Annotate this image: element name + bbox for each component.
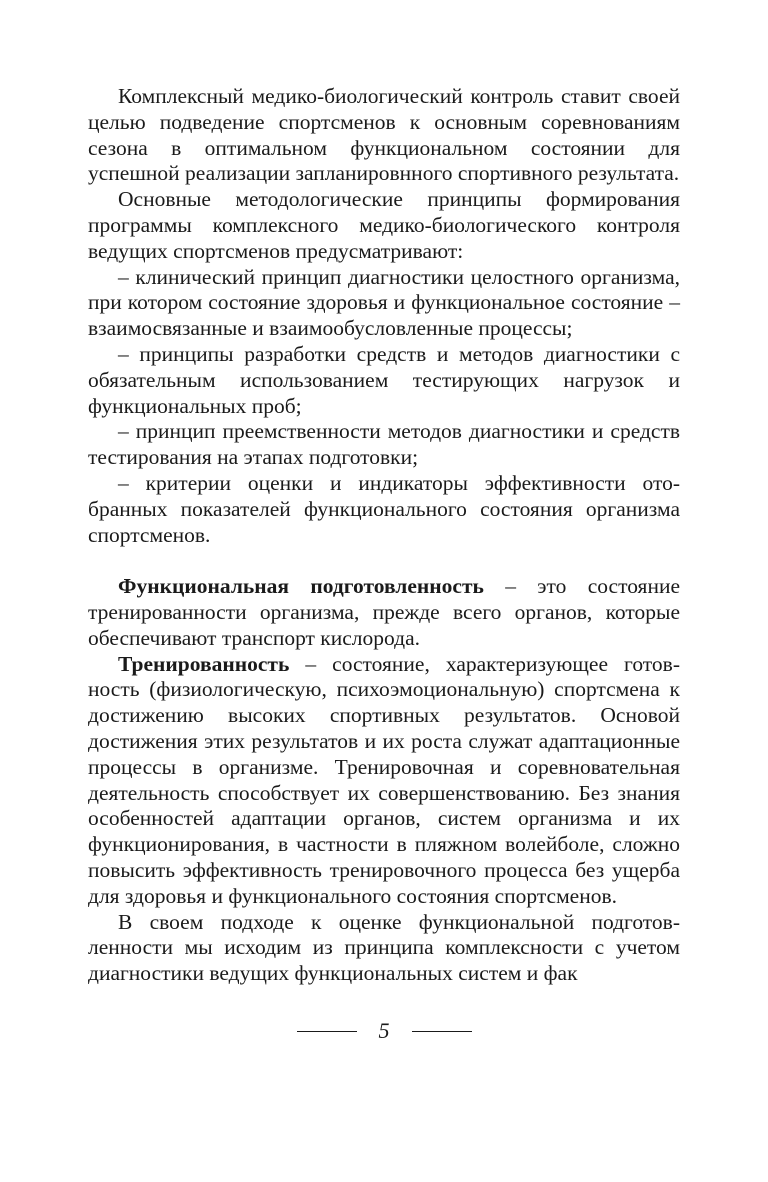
paragraph-methodological-principles: Основные методологические принципы формирования программы комплексного медико-биологического контроля ведущих спортсменов предусматривают: [88,187,680,263]
definition-training-state: – состояние, характеризующее готовность (физиологическую, психоэмоциональную) спортсмена к достижению высоких спортивных результатов. Основой достижения этих результатов и их роста служат адаптационные процессы в организме. Тренировочная и соревновательная деятельность способствует их совершенствованию. Без знания особенностей адаптации органов, систем организма и их функционирования, в частности в пляжном волейболе, сложно повысить эффективность тренировочного процесса без ущерба для здоровья и функционального состояния спортсменов. [88,651,680,908]
term-functional-fitness: Функциональная подготовленность [118,574,484,599]
list-item-development-principles: – принципы разработки средств и методов диагностики с обязательным использованием тестирующих нагрузок и функциональных проб; [88,341,680,418]
page-footer [0,1016,768,1046]
paragraph-training-definition [88,652,680,910]
paragraph-complex-control: Комплексный медико-биологический контроль ставит своей целью подведение спортсменов к основным соревнованиям сезона в оптимальном функциональном состоянии для успешной реализации запланировнного спортивного результата. [88,84,680,186]
list-item-clinical-principle: – клинический принцип диагностики целостного организма, при котором состояние здоровья и функциональное состояние – взаимосвязанные и взаимообусловленные процессы; [88,264,680,341]
term-training-state: Тренированность [118,651,290,676]
paragraph-functional-fitness-definition [88,574,680,651]
definition-functional-fitness: – это состояние тренированности организма, прежде всего органов, которые обеспечивают транспорт кислорода. [88,574,680,650]
page-number: 5 [378,1018,390,1043]
list-item-evaluation-criteria: – критерии оценки и индикаторы эффективности отобранных показателей функционального состояния организма спортсменов. [88,470,680,547]
footer-rule-left [297,1031,357,1032]
paragraph-approach: В своем подходе к оценке функциональной подготовленности мы исходим из принципа комплексности с учетом диагностики ведущих функциональных систем и фак [88,909,680,986]
page-body [88,84,680,987]
footer-rule-right [412,1031,472,1032]
list-item-continuity-principle: – принцип преемственности методов диагностики и средств тестирования на этапах подготовки; [88,419,680,470]
